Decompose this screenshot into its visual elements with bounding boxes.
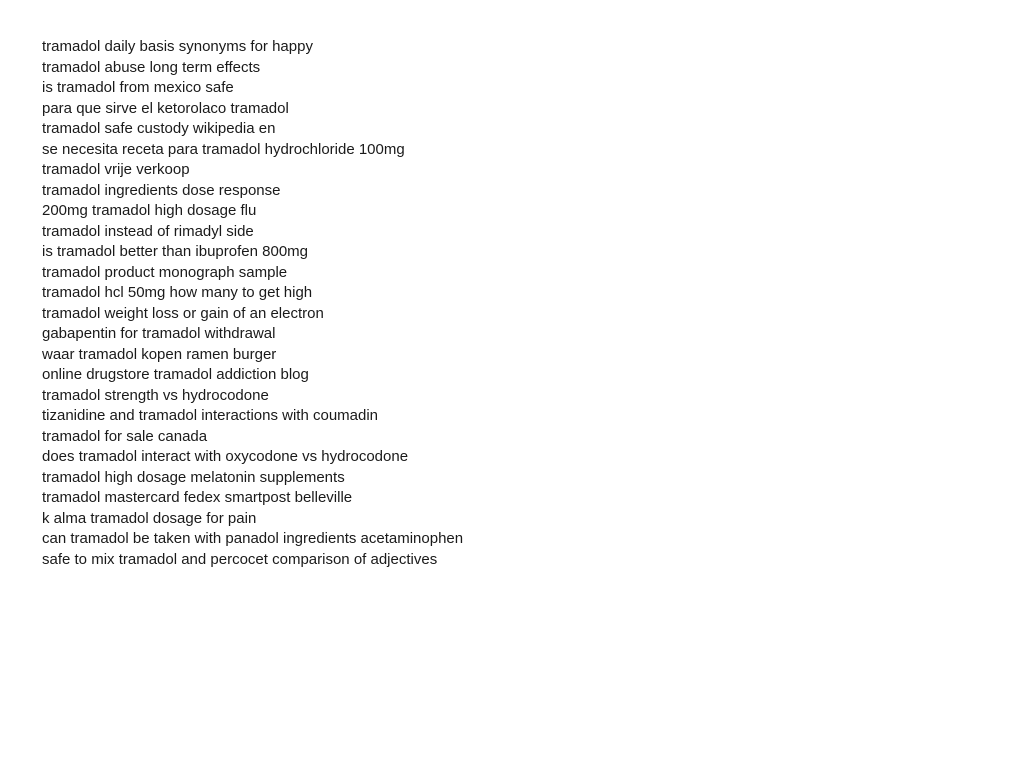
text-line: tramadol vrije verkoop xyxy=(42,161,190,178)
text-list xyxy=(42,37,463,570)
text-line: can tramadol be taken with panadol ingredients acetaminophen xyxy=(42,530,464,547)
text-line: online drugstore tramadol addiction blog xyxy=(42,366,309,383)
text-line: tramadol product monograph sample xyxy=(42,263,288,281)
text-line: tramadol safe custody wikipedia en xyxy=(42,120,276,137)
text-line: k alma tramadol dosage for pain xyxy=(42,509,257,527)
text-line: 200mg tramadol high dosage flu xyxy=(42,202,257,219)
text-line: se necesita receta para tramadol hydrochloride 100mg xyxy=(42,140,405,158)
text-line: waar tramadol kopen ramen burger xyxy=(42,345,277,363)
text-line: is tramadol better than ibuprofen 800mg xyxy=(42,243,308,260)
text-line: tramadol high dosage melatonin supplements xyxy=(42,468,345,486)
text-line: para que sirve el ketorolaco tramadol xyxy=(42,99,289,117)
text-line: tramadol mastercard fedex smartpost belleville xyxy=(42,489,353,506)
text-line: safe to mix tramadol and percocet comparison of adjectives xyxy=(42,550,438,568)
text-line: tizanidine and tramadol interactions with coumadin xyxy=(42,407,379,424)
text-line: tramadol abuse long term effects xyxy=(42,58,261,76)
text-line: tramadol instead of rimadyl side xyxy=(42,222,254,240)
text-line: tramadol daily basis synonyms for happy xyxy=(42,38,313,55)
text-line: tramadol for sale canada xyxy=(42,427,208,445)
text-line: tramadol strength vs hydrocodone xyxy=(42,386,269,404)
text-line: is tramadol from mexico safe xyxy=(42,79,234,96)
text-line: tramadol ingredients dose response xyxy=(42,181,281,199)
text-line: gabapentin for tramadol withdrawal xyxy=(42,325,276,342)
text-line: does tramadol interact with oxycodone vs hydrocodone xyxy=(42,448,409,465)
text-line: tramadol hcl 50mg how many to get high xyxy=(42,284,313,301)
text-line: tramadol weight loss or gain of an electron xyxy=(42,304,324,322)
